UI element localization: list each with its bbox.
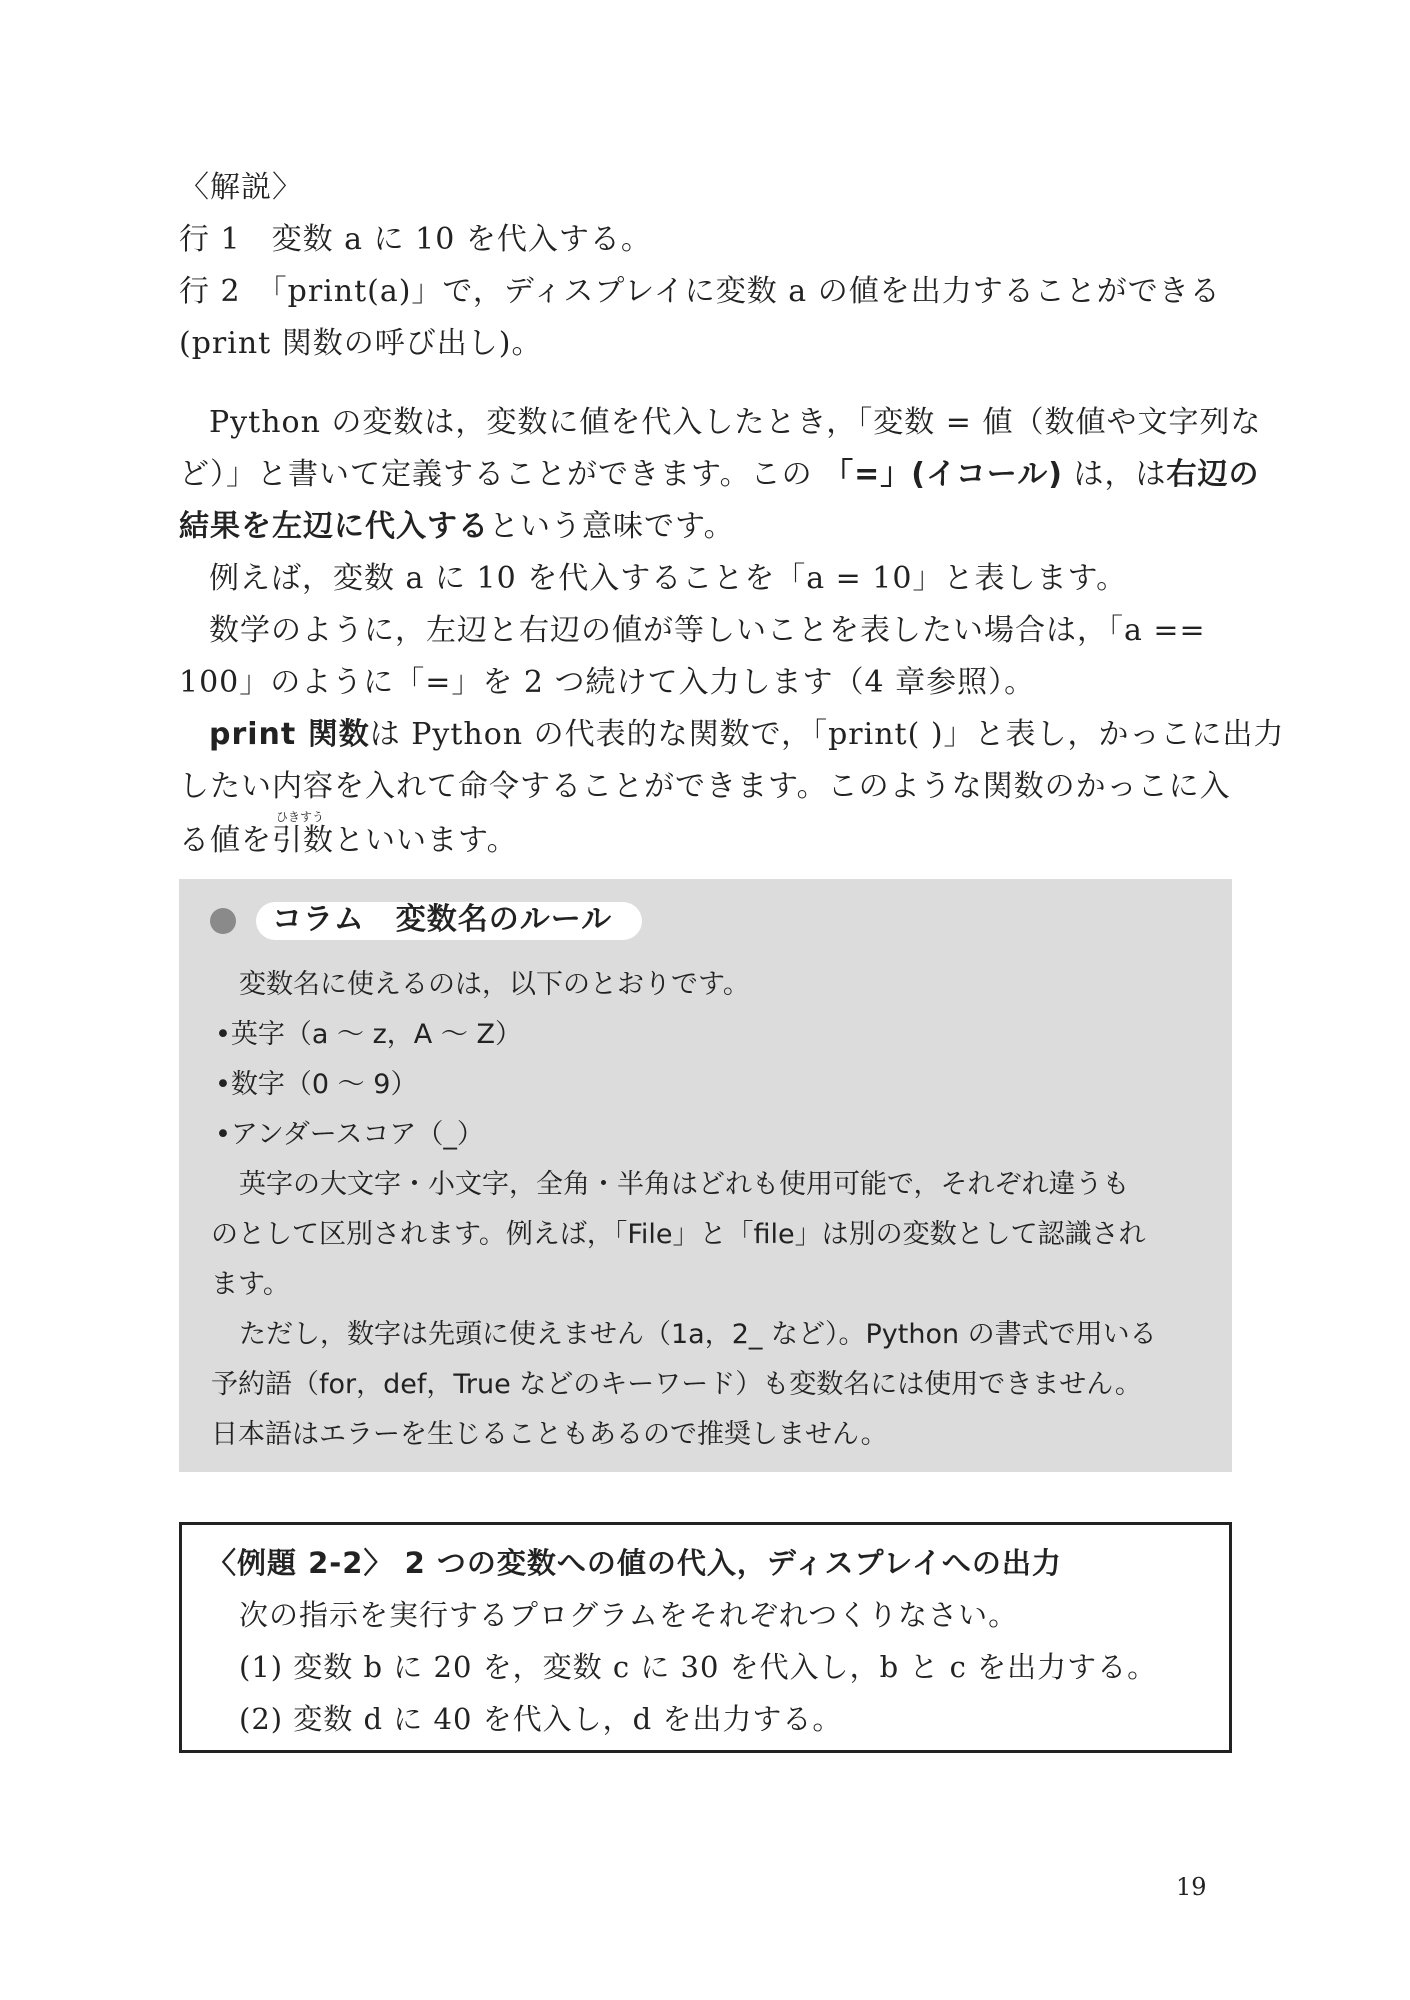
- commentary-heading: 〈解説〉: [179, 170, 303, 205]
- column-paragraph-1c: ます。: [211, 1269, 290, 1300]
- example-item-1: (1) 変数 b に 20 を，変数 c に 30 を代入し，b と c を出力する。: [239, 1650, 1158, 1684]
- example-item-2: (2) 変数 d に 40 を代入し，d を出力する。: [239, 1702, 843, 1736]
- ruby-word: [272, 810, 334, 861]
- body-paragraph-4c: [179, 810, 518, 861]
- column-paragraph-2a: ただし，数字は先頭に使えません（1a，2_ など）。Python の書式で用いる: [239, 1319, 1157, 1350]
- body-text: といいます。: [334, 823, 518, 858]
- body-paragraph-1b: [179, 455, 1259, 495]
- body-text: ど）」と書いて定義することができます。この: [179, 457, 824, 492]
- example-title: 〈例題 2-2〉 2 つの変数への値の代入，ディスプレイへの出力: [207, 1546, 1062, 1580]
- bold-term: 右辺の: [1166, 457, 1260, 492]
- column-paragraph-1a: 英字の大文字・小文字，全角・半角はどれも使用可能で，それぞれ違うも: [239, 1169, 1130, 1200]
- commentary-line-1: 行 1 変数 a に 10 を代入する。: [179, 222, 652, 257]
- body-text: という意味です。: [489, 509, 735, 544]
- commentary-line-3: (print 関数の呼び出し)。: [179, 326, 543, 361]
- body-text: る値を: [179, 823, 272, 858]
- column-bullet-icon: [210, 908, 236, 934]
- bold-term-equal: 「=」(イコール): [823, 457, 1063, 492]
- commentary-line-2: 行 2 「print(a)」で，ディスプレイに変数 a の値を出力することができる: [179, 274, 1221, 309]
- body-paragraph-4a: [209, 715, 1285, 755]
- page-number: 19: [1176, 1873, 1207, 1901]
- body-paragraph-3a: 数学のように，左辺と右辺の値が等しいことを表したい場合は，「a ==: [209, 613, 1206, 648]
- body-paragraph-3b: 100」のように「=」を 2 つ続けて入力します（4 章参照）。: [179, 665, 1036, 700]
- body-paragraph-1a: Python の変数は，変数に値を代入したとき，「変数 = 値（数値や文字列な: [209, 405, 1262, 440]
- body-text: は，は: [1062, 457, 1167, 492]
- column-intro: 変数名に使えるのは，以下のとおりです。: [239, 969, 750, 1000]
- body-paragraph-4b: したい内容を入れて命令することができます。このような関数のかっこに入: [179, 769, 1231, 804]
- ruby-reading: ひきすう: [276, 810, 325, 824]
- body-text: は Python の代表的な関数で，「print( )」と表し，かっこに出力: [369, 717, 1285, 752]
- body-paragraph-2: 例えば，変数 a に 10 を代入することを「a = 10」と表します。: [209, 561, 1128, 596]
- bold-term-assign: 結果を左辺に代入する: [179, 509, 489, 544]
- column-bullet-3: •アンダースコア（_）: [215, 1119, 484, 1150]
- column-bullet-1: •英字（a ～ z，A ～ Z）: [215, 1019, 522, 1050]
- example-instruction: 次の指示を実行するプログラムをそれぞれつくりなさい。: [239, 1598, 1019, 1632]
- body-paragraph-1c: [179, 507, 735, 547]
- bold-term-print: print 関数: [209, 717, 370, 752]
- column-title: コラム 変数名のルール: [272, 902, 613, 937]
- ruby-base: 引数: [272, 823, 334, 858]
- column-paragraph-2b: 予約語（for，def，True などのキーワード）も変数名には使用できません。: [211, 1369, 1142, 1400]
- column-paragraph-1b: のとして区別されます。例えば，「File」と「file」は別の変数として認識され: [211, 1219, 1146, 1250]
- column-paragraph-2c: 日本語はエラーを生じることもあるので推奨しません。: [211, 1419, 888, 1450]
- column-bullet-2: •数字（0 ～ 9）: [215, 1069, 418, 1100]
